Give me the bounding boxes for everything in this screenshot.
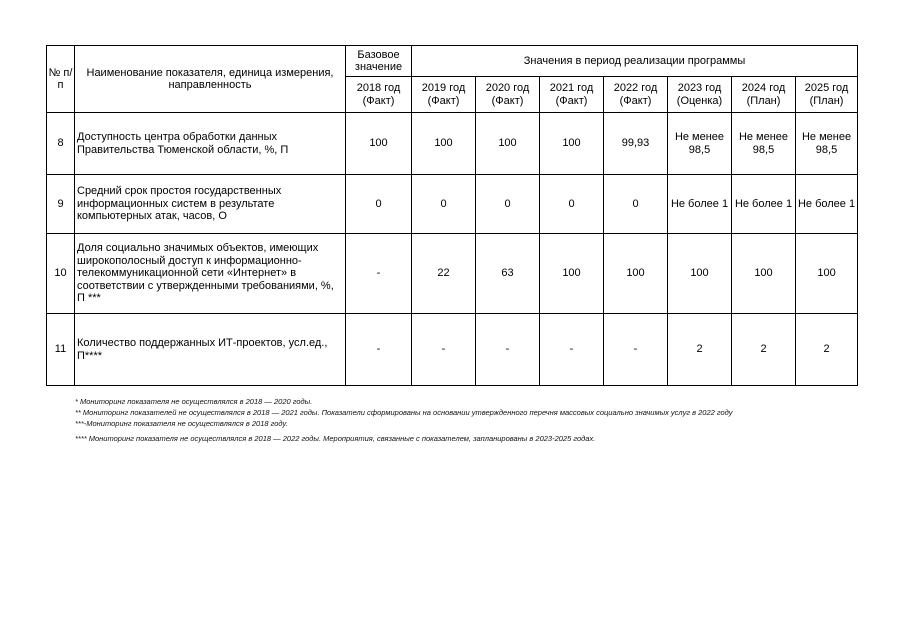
row-value: 0	[412, 175, 476, 234]
row-value: 22	[412, 234, 476, 314]
row-name: Средний срок простоя государственных информационных систем в результате компьютерных атак, часов, О	[75, 175, 346, 234]
row-value: 2	[668, 314, 732, 386]
row-num: 10	[47, 234, 75, 314]
header-row-1	[47, 46, 858, 77]
row-value: -	[604, 314, 668, 386]
row-num: 8	[47, 113, 75, 175]
row-value: -	[540, 314, 604, 386]
header-year: 2023 год (Оценка)	[668, 77, 732, 113]
row-name: Доля социально значимых объектов, имеющих широкополосный доступ к информационно-телекоммуникационной сети «Интернет» в соответствии с утвержденными требованиями, %, П ***	[75, 234, 346, 314]
row-value: Не менее 98,5	[668, 113, 732, 175]
header-year: 2019 год (Факт)	[412, 77, 476, 113]
row-value: -	[346, 234, 412, 314]
row-value: 2	[796, 314, 858, 386]
header-year: 2025 год (План)	[796, 77, 858, 113]
row-value: 100	[796, 234, 858, 314]
header-year: 2021 год (Факт)	[540, 77, 604, 113]
row-value: 100	[604, 234, 668, 314]
footnote: ** Мониторинг показателей не осуществлялся в 2018 — 2021 годы. Показатели сформированы на основании утвержденного перечня массовых социально значимых услуг в 2022 году	[75, 408, 733, 417]
row-value: -	[412, 314, 476, 386]
footnotes	[75, 396, 865, 444]
row-num: 11	[47, 314, 75, 386]
header-base: Базовое значение	[346, 46, 412, 77]
row-name: Доступность центра обработки данных Правительства Тюменской области, %, П	[75, 113, 346, 175]
row-value: Не менее 98,5	[796, 113, 858, 175]
row-value: 0	[346, 175, 412, 234]
header-year: 2024 год (План)	[732, 77, 796, 113]
row-value: 100	[732, 234, 796, 314]
header-period: Значения в период реализации программы	[412, 46, 858, 77]
row-value: Не более 1	[668, 175, 732, 234]
row-value: -	[476, 314, 540, 386]
header-year: 2020 год (Факт)	[476, 77, 540, 113]
row-value: 100	[476, 113, 540, 175]
table-row	[47, 113, 858, 175]
footnote: ***-Мониторинг показателя не осуществлялся в 2018 году.	[75, 419, 288, 428]
row-value: Не более 1	[796, 175, 858, 234]
row-value: 0	[476, 175, 540, 234]
row-value: 100	[668, 234, 732, 314]
footnote: * Мониторинг показателя не осуществлялся в 2018 — 2020 годы.	[75, 397, 313, 406]
table-row	[47, 234, 858, 314]
row-value: Не более 1	[732, 175, 796, 234]
row-value: 100	[540, 113, 604, 175]
row-value: Не менее 98,5	[732, 113, 796, 175]
header-year: 2022 год (Факт)	[604, 77, 668, 113]
row-value: 0	[540, 175, 604, 234]
row-num: 9	[47, 175, 75, 234]
row-value: 100	[346, 113, 412, 175]
row-value: -	[346, 314, 412, 386]
footnote: **** Мониторинг показателя не осуществлялся в 2018 — 2022 годы. Мероприятия, связанные с показателем, запланированы в 2023-2025 годах.	[75, 434, 596, 443]
row-value: 100	[540, 234, 604, 314]
row-value: 100	[412, 113, 476, 175]
indicators-table	[46, 45, 858, 386]
row-value: 63	[476, 234, 540, 314]
row-value: 99,93	[604, 113, 668, 175]
header-num: № п/п	[47, 46, 75, 113]
row-value: 2	[732, 314, 796, 386]
row-value: 0	[604, 175, 668, 234]
header-year: 2018 год (Факт)	[346, 77, 412, 113]
row-name: Количество поддержанных ИТ-проектов, усл.ед., П****	[75, 314, 346, 386]
table-row	[47, 314, 858, 386]
table-row	[47, 175, 858, 234]
header-name: Наименование показателя, единица измерения, направленность	[75, 46, 346, 113]
